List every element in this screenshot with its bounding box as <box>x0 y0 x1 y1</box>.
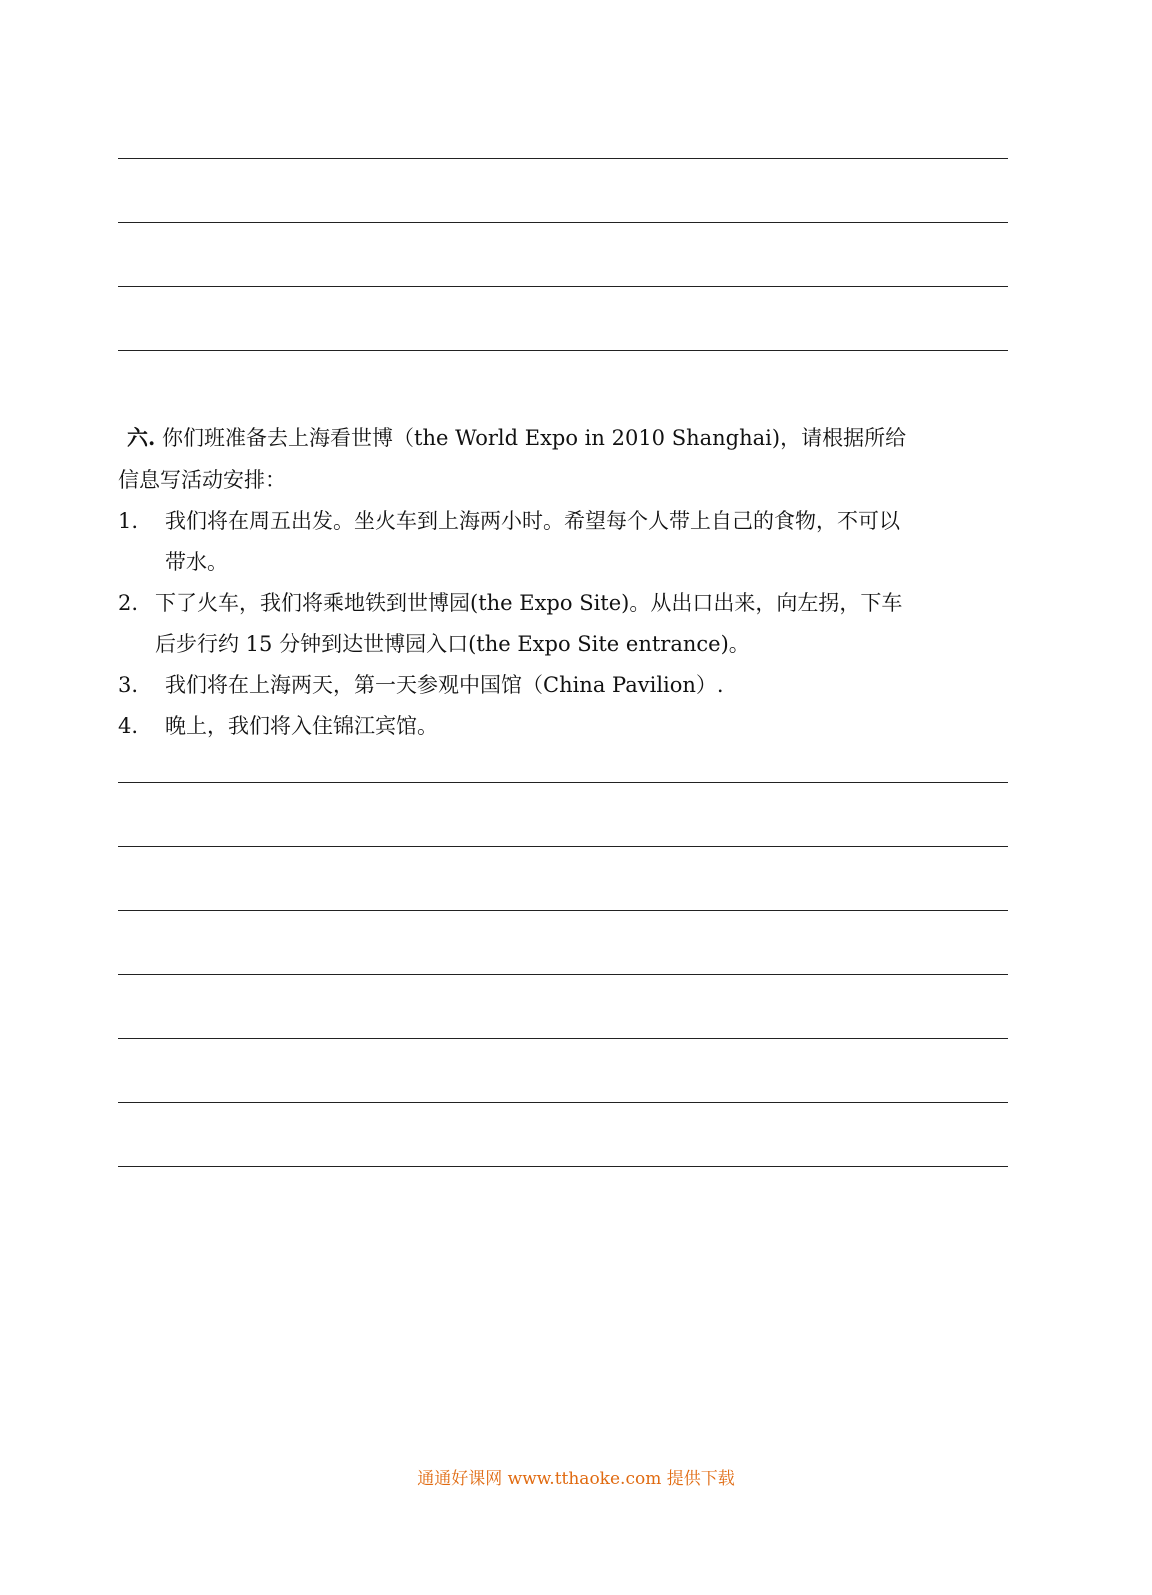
answer-line[interactable] <box>118 782 1008 783</box>
list-item <box>118 671 138 699</box>
section-prompt-line2: 信息写活动安排： <box>118 468 286 492</box>
answer-line[interactable] <box>118 286 1008 287</box>
list-item-text: 我们将在上海两天，第一天参观中国馆（China Pavilion）. <box>165 673 724 697</box>
list-item-text: 晚上，我们将入住锦江宾馆。 <box>165 714 438 738</box>
answer-line[interactable] <box>118 158 1008 159</box>
list-item <box>118 712 138 740</box>
list-item-number: 1. <box>118 509 139 533</box>
list-item-text: 我们将在周五出发。坐火车到上海两小时。希望每个人带上自己的食物，不可以 <box>165 509 900 533</box>
section-prompt: 你们班准备去上海看世博（the World Expo in 2010 Shanghai)，请根据所给 <box>162 426 907 450</box>
answer-line[interactable] <box>118 846 1008 847</box>
footer-download-note: 通通好课网 www.tthaoke.com 提供下载 <box>417 1469 735 1489</box>
answer-line[interactable] <box>118 1038 1008 1039</box>
list-item-number: 4. <box>118 714 139 738</box>
list-item-number: 2. <box>118 591 139 615</box>
answer-line[interactable] <box>118 974 1008 975</box>
answer-line[interactable] <box>118 222 1008 223</box>
answer-line[interactable] <box>118 910 1008 911</box>
section-prompt-line1 <box>127 424 906 452</box>
list-item-text-continued: 后步行约 15 分钟到达世博园入口(the Expo Site entrance)。 <box>155 632 750 656</box>
list-item-text: 下了火车，我们将乘地铁到世博园(the Expo Site)。从出口出来，向左拐，下车 <box>155 591 903 615</box>
answer-line[interactable] <box>118 1102 1008 1103</box>
list-item <box>118 507 138 535</box>
answer-line[interactable] <box>118 350 1008 351</box>
answer-line[interactable] <box>118 1166 1008 1167</box>
list-item-number: 3. <box>118 673 139 697</box>
list-item <box>118 589 138 617</box>
list-item-text-continued: 带水。 <box>165 550 228 574</box>
section-number: 六. <box>127 425 156 450</box>
